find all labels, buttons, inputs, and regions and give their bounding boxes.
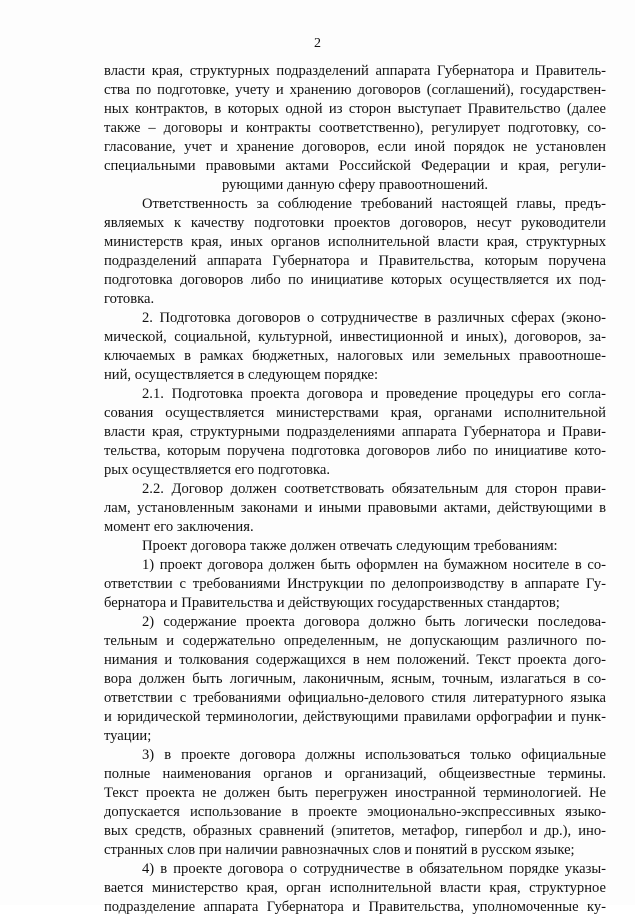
paragraph-item-2-1: [104, 385, 606, 480]
text-line: допускается использование в проекте эмоционально-экспрессивных языко-: [104, 804, 606, 820]
text-line: ответствии с требованиями Инструкции по делопроизводству в аппарате Гу-: [104, 576, 606, 592]
text-line: 3) в проекте договора должны использоваться только официальные: [142, 747, 606, 763]
text-line: подготовка договоров либо по инициативе которых осуществляется их под-: [104, 272, 606, 288]
text-line: рующими данную сферу правоотношений.: [221, 177, 489, 193]
text-line: власти края, структурных подразделений аппарата Губернатора и Правитель-: [104, 63, 606, 79]
text-line: являемых к качеству подготовки проектов договоров, несут руководители: [104, 215, 606, 231]
page-number: 2: [314, 36, 321, 51]
text-line: ний, осуществляется в следующем порядке:: [104, 367, 379, 383]
text-line: бернатора и Правительства и действующих государственных стандартов;: [104, 595, 560, 611]
paragraph-requirement-3: [104, 746, 606, 860]
text-line: готовка.: [104, 291, 155, 307]
paragraph-responsibility: [104, 195, 606, 309]
text-line: 4) в проекте договора о сотрудничестве в обязательном порядке указы-: [142, 861, 606, 877]
paragraph-requirements-intro: [104, 537, 606, 556]
text-line: сования осуществляется министерствами края, органами исполнительной: [104, 405, 606, 421]
text-line: подразделение аппарата Губернатора и Правительства, уполномоченные ку-: [104, 899, 606, 915]
text-line: Текст проекта не должен быть перегружен иностранной терминологией. Не: [104, 785, 606, 801]
text-line: специальными правовыми актами Российской Федерации и края, регули-: [104, 158, 606, 174]
paragraph-requirement-2: [104, 613, 606, 746]
text-line: 2.1. Подготовка проекта договора и проведение процедуры его согла-: [142, 386, 606, 402]
text-line: 2. Подготовка договоров о сотрудничестве в различных сферах (эконо-: [142, 310, 606, 326]
text-line: министерств края, иных органов исполнительной власти края, структурных: [104, 234, 606, 250]
text-line: Проект договора также должен отвечать следующим требованиям:: [142, 538, 558, 554]
text-line: рых осуществляется его подготовка.: [104, 462, 331, 478]
text-line: 1) проект договора должен быть оформлен на бумажном носителе в со-: [142, 557, 606, 573]
text-line: тельства, которым поручена подготовка договоров либо по инициативе кото-: [104, 443, 606, 459]
text-line: власти края, структурными подразделениями аппарата Губернатора и Прави-: [104, 424, 606, 440]
text-line: вых средств, образных сравнений (эпитетов, метафор, гипербол и др.), ино-: [104, 823, 606, 839]
text-line: вается министерство края, орган исполнительной власти края, структурное: [104, 880, 606, 896]
text-line: лам, установленным законами и иными правовыми актами, действующими в: [104, 500, 606, 516]
text-line: мической, социальной, культурной, инвестиционной и иных), договоров, за-: [104, 329, 606, 345]
paragraph-requirement-4: [104, 860, 606, 917]
text-line: нимания и толкования содержащихся в нем положений. Текст проекта дого-: [104, 652, 606, 668]
text-line: 2) содержание проекта договора должно быть логически последова-: [142, 614, 606, 630]
text-line: подразделений аппарата Губернатора и Правительства, которым поручена: [104, 253, 606, 269]
paragraph-intro-continuation: [104, 62, 606, 195]
text-line: ства по подготовке, учету и хранению договоров (соглашений), государствен-: [104, 82, 606, 98]
text-line: ответствии с требованиями официально-делового стиля литературного языка: [104, 690, 606, 706]
paragraph-item-2-2: [104, 480, 606, 537]
text-line: ключаемых в рамках бюджетных, налоговых или земельных правоотноше-: [104, 348, 606, 364]
text-line: вора должен быть логичным, лаконичным, ясным, точным, излагаться в со-: [104, 671, 606, 687]
paragraph-requirement-1: [104, 556, 606, 613]
text-line: гласование, учет и хранение договоров, если иной порядок не установлен: [104, 139, 606, 155]
text-line: полные наименования органов и организаций, общеизвестные термины.: [104, 766, 606, 782]
text-line: и юридической терминологии, действующими правилами орфографии и пунк-: [104, 709, 606, 725]
document-body: [104, 62, 606, 917]
text-line: ных контрактов, в которых одной из сторон выступает Правительство (далее: [104, 101, 606, 117]
text-line: туации;: [104, 728, 152, 744]
text-line: также – договоры и контракты соответственно), регулирует подготовку, со-: [104, 120, 606, 136]
text-line: странных слов при наличии равнозначных слов и понятий в русском языке;: [104, 842, 575, 858]
paragraph-item-2: [104, 309, 606, 385]
text-line: Ответственность за соблюдение требований настоящей главы, предъ-: [142, 196, 606, 212]
text-line: тельным и содержательно определенным, не допускающим различного по-: [104, 633, 606, 649]
text-line: момент его заключения.: [104, 519, 254, 535]
text-line: 2.2. Договор должен соответствовать обязательным для сторон прави-: [142, 481, 606, 497]
